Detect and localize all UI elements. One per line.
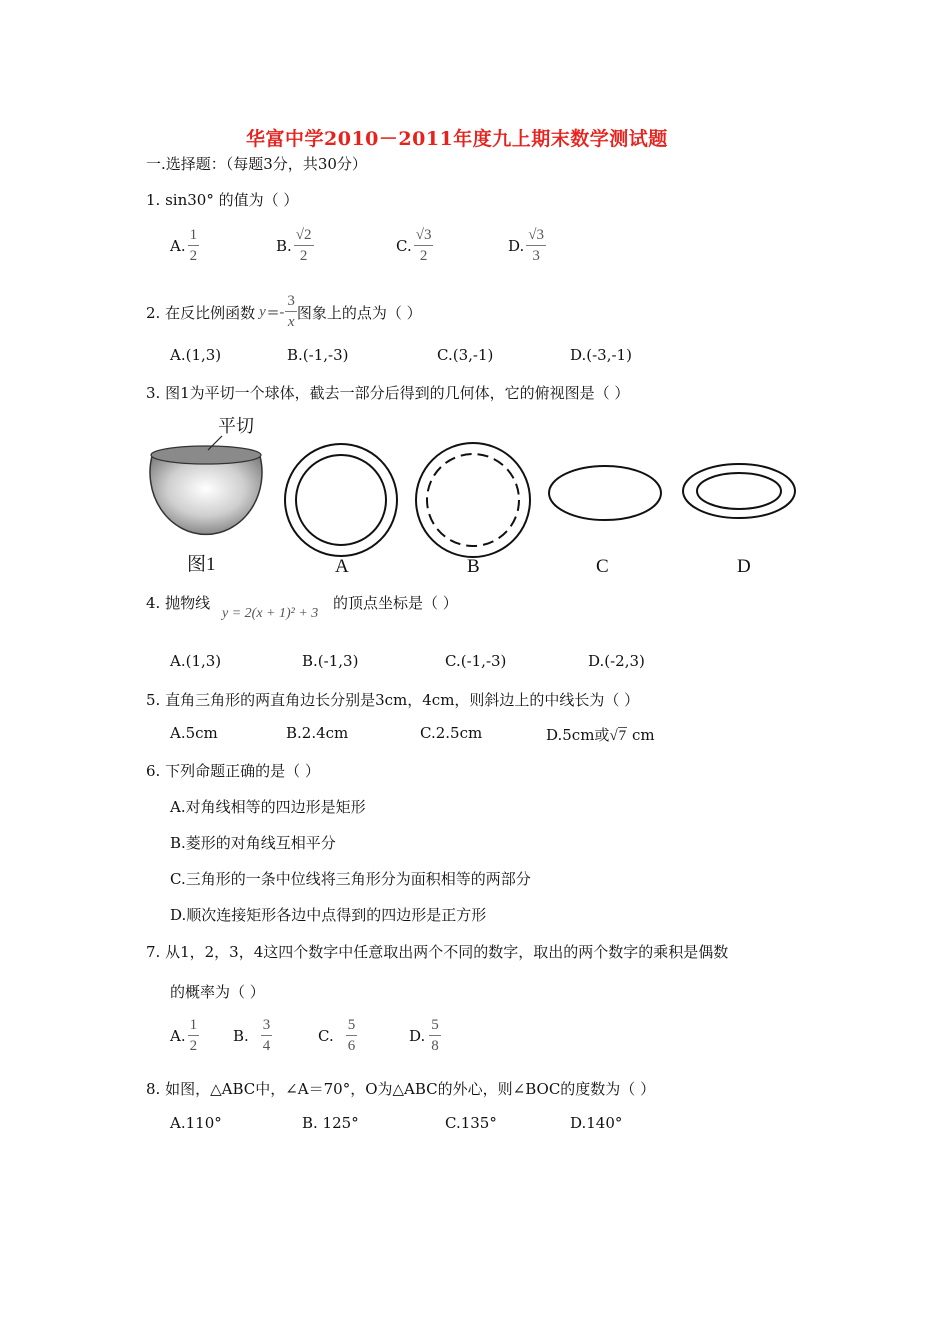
q4-option-a: A.(1,3) <box>170 652 222 670</box>
option-a-label: A <box>335 556 349 577</box>
fraction: $\frac{5}{8}$ <box>431 1017 439 1054</box>
q8-option-d: D.140° <box>570 1114 623 1132</box>
q2-option-a: A.(1,3) <box>170 346 222 364</box>
question-5-stem: 5. 直角三角形的两直角边长分别是3cm，4cm，则斜边上的中线长为（ ） <box>146 691 640 709</box>
option-d-view <box>683 464 795 577</box>
question-7-stem-line1: 7. 从1，2，3，4这四个数字中任意取出两个不同的数字，取出的两个数字的乘积是偶数 <box>146 943 729 961</box>
q1-option-d: D. $\frac{√3}{3}$ <box>508 227 544 264</box>
option-c-label: C <box>596 556 609 577</box>
q8-option-a: A.110° <box>170 1114 222 1132</box>
cut-sphere-figure <box>150 416 262 575</box>
question-1-stem: 1. sin30° 的值为（ ） <box>146 191 299 209</box>
fraction: $\frac{3}{x}$ <box>287 293 295 330</box>
parabola-formula: y = 2(x + 1)² + 3 <box>222 606 319 621</box>
fraction: $\frac{1}{2}$ <box>189 1017 198 1054</box>
option-b-label: B <box>467 556 480 577</box>
question-4-suffix: 的顶点坐标是（ ） <box>333 594 458 612</box>
option-a-view <box>285 444 397 577</box>
q5-option-c: C.2.5cm <box>420 724 483 742</box>
q5-option-b: B.2.4cm <box>286 724 349 742</box>
question-6-stem: 6. 下列命题正确的是（ ） <box>146 762 320 780</box>
question-4-prefix: 4. 抛物线 <box>146 594 211 612</box>
q8-option-b: B. 125° <box>302 1114 359 1132</box>
q6-option-a: A.对角线相等的四边形是矩形 <box>170 798 366 816</box>
q8-option-c: C.135° <box>445 1114 497 1132</box>
q7-option-d: D. $\frac{5}{8}$ <box>409 1017 439 1054</box>
q6-option-c: C.三角形的一条中位线将三角形分为面积相等的两部分 <box>170 870 531 888</box>
option-b-view <box>416 443 530 577</box>
q2-option-d: D.(-3,-1) <box>570 346 632 364</box>
q7-option-a: A. $\frac{1}{2}$ <box>170 1017 198 1054</box>
section-header: 一.选择题：（每题3分，共30分） <box>146 155 367 173</box>
page-title: 华富中学2010－2011年度九上期末数学测试题 <box>246 128 668 150</box>
q6-option-b: B.菱形的对角线互相平分 <box>170 834 336 852</box>
q7-option-c: C. $\frac{5}{6}$ <box>318 1017 356 1054</box>
q1-option-c: C. $\frac{√3}{2}$ <box>396 227 432 264</box>
q4-option-c: C.(-1,-3) <box>445 652 507 670</box>
fraction: $\frac{3}{4}$ <box>262 1017 271 1054</box>
q5-option-a: A.5cm <box>170 724 218 742</box>
q3-figure <box>140 410 810 582</box>
question-2-stem: 2. 在反比例函数 y =- $\frac{3}{x}$ 图象上的点为（ ） <box>146 293 422 330</box>
q4-option-d: D.(-2,3) <box>588 652 645 670</box>
option-c-view <box>549 466 661 577</box>
q6-option-d: D.顺次连接矩形各边中点得到的四边形是正方形 <box>170 906 487 924</box>
q4-option-b: B.(-1,3) <box>302 652 359 670</box>
fraction: $\frac{√3}{2}$ <box>415 227 432 264</box>
q1-option-a: A. $\frac{1}{2}$ <box>170 227 198 264</box>
q5-option-d: D.5cm或√7 cm <box>546 726 655 744</box>
question-3-stem: 3. 图1为平切一个球体，截去一部分后得到的几何体，它的俯视图是（ ） <box>146 384 630 402</box>
q7-option-b: B. $\frac{3}{4}$ <box>233 1017 271 1054</box>
sqrt-symbol: √7 <box>609 728 627 744</box>
q2-option-c: C.(3,-1) <box>437 346 494 364</box>
fraction: $\frac{1}{2}$ <box>189 227 198 264</box>
question-7-stem-line2: 的概率为（ ） <box>170 983 265 1001</box>
option-d-label: D <box>737 556 751 577</box>
q1-option-b: B. $\frac{√2}{2}$ <box>276 227 312 264</box>
fraction: $\frac{√3}{3}$ <box>528 227 544 264</box>
fraction: $\frac{√2}{2}$ <box>295 227 312 264</box>
q2-option-b: B.(-1,-3) <box>287 346 349 364</box>
figure-1-label: 图1 <box>187 554 216 575</box>
fraction: $\frac{5}{6}$ <box>347 1017 356 1054</box>
question-8-stem: 8. 如图，△ABC中，∠A＝70°，O为△ABC的外心，则∠BOC的度数为（ ） <box>146 1080 656 1098</box>
cut-label: 平切 <box>218 416 254 437</box>
